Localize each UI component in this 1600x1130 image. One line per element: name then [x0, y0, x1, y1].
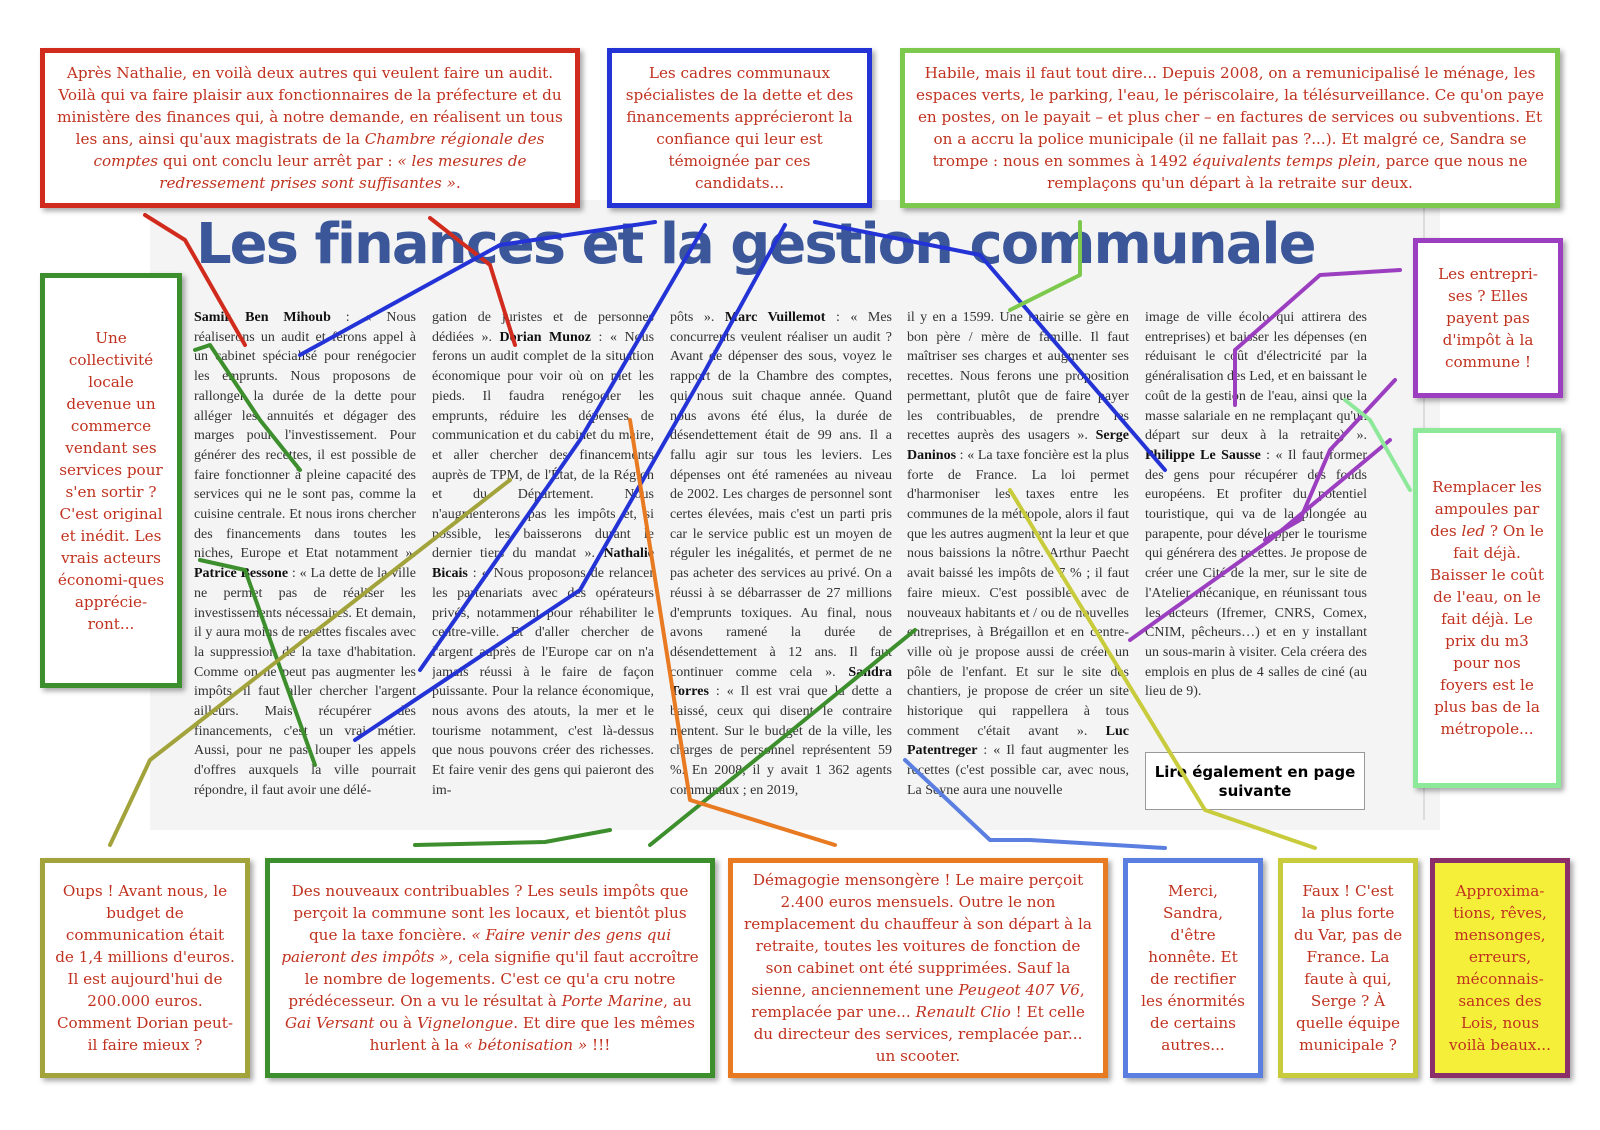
- comment-contribuables: Des nouveaux contribuables ? Les seuls impôts que perçoit la commune sont les locaux, et bientôt plus que la taxe foncière. « Faire venir des gens qui paieront des impôts », cela signifie qu'il faut accroître le nombre de logements. C'est ce qu'a cru notre prédécesseur. On a vu le résultat à Porte Marine, au Gai Versant ou à Vignelongue. Et dire que les mêmes hurlent à la « bétonisation » !!!: [265, 858, 715, 1078]
- connector-yellowgreen: [1010, 490, 1315, 848]
- comment-cadres: Les cadres communaux spécialistes de la dette et des financements apprécieront la confiance qui leur est témoignée par ces candidats...: [607, 48, 872, 208]
- article-column-3: pôts ». Marc Vuillemot : « Mes concurrents veulent réaliser un audit ? Avant de dépenser des sous, voyez le rapport de la Chambre des comptes, qui nous suit chaque année. Quand nous avons été élus, la durée de désendettement était de 99 ans. Il a fallu agir sur tous les leviers. Les dépenses ont été ramenées au niveau de 2002. Les charges de personnel sont certes élevées, mais c'est un parti pris car le service public est un moyen de réguler les inégalités, et permet de ne pas acheter des services au privé. On a réussi à se débarrasser de 27 millions d'emprunts toxiques. Au final, nous avons ramené la durée de désendettement à 12 ans. Il faut continuer comme cela ». Sandra Torres : « Il est vrai que la dette a baissé, ceux qui disent le contraire mentent. Sur le budget de la ville, les charges de personnel représentent 59 %. En 2008, il y avait 1 362 agents communaux ; en 2019,: [670, 310, 892, 798]
- comment-audit: Après Nathalie, en voilà deux autres qui veulent faire un audit. Voilà qui va faire plaisir aux fonctionnaires de la préfecture et du ministère des finances qui, à notre demande, en réalisent un tous les ans, ainsi qu'aux magistrats de la Chambre régionale des comptes qui ont conclu leur arrêt par : « les mesures de redressement prises sont suffisantes ».: [40, 48, 580, 208]
- connector-purple-2: [1265, 380, 1395, 540]
- connector-purple-1: [1235, 270, 1400, 405]
- comment-oups: Oups ! Avant nous, le budget de communication était de 1,4 millions d'euros. Il est aujourd'hui de 200.000 euros. Comment Dorian peut-il faire mieux ?: [40, 858, 250, 1078]
- connector-darkgreen-4: [650, 630, 915, 845]
- article-headline: Les finances et la gestion communale: [196, 212, 1315, 277]
- article-column-1: Samir Ben Mihoub : « Nous réaliserons un audit et ferons appel à un cabinet spécialisé pour renégocier les emprunts. Nous proposons de rallonger la durée de la dette pour alléger les annuités et dégager des marges pour l'investissement. Pour générer des recettes, il est possible de faire fonctionner à pleine capacité des services qui ne le sont pas, comme la cuisine centrale. Et nous irons chercher des financements dans toutes les niches, Europe et Etat notamment ». Patrice Bessone : « La dette de la ville ne permet pas de réaliser les investissements nécessaires. Et demain, il y aura moins de recettes fiscales avec la suppression de la taxe d'habitation. Comme on ne peut pas augmenter les impôts, il faut aller chercher l'argent ailleurs. Mais récupérer des financements, c'est un vrai métier. Aussi, pour ne pas louper les appels d'offres auxquels la ville pourrait répondre, il faut avoir une délé-: [194, 310, 416, 798]
- connector-purple-3: [1130, 440, 1390, 640]
- article-column-5: image de ville écolo qui attirera des entreprises) et baisser les dépenses (en réduisant le coût d'électricité par la généralisation des Led, et en baissant le coût de la gestion de l'eau, ainsi que la masse salariale en ne remplaçant qu'un départ sur deux à la retraite) ». Philippe Le Sausse : « Il faut former des gens pour récupérer des fonds européens. Et profiter du potentiel touristique, qui va de la plongée au parapente, pour développer le tourisme qui générera des recettes. Je propose de créer une Cité de la mer, sur le site de l'Atelier mécanique, en réunissant tous les acteurs (Ifremer, CNRS, Comex, CNIM, pêcheurs…) et en y installant un sous-marin à visiter. Cela créera des emplois en plus de 4 salles de ciné (au lieu de 9).: [1145, 310, 1367, 700]
- article-column-4: il y en a 1599. Une mairie se gère en bon père / mère de famille. Il faut maîtriser ses charges et augmenter ses recettes. Nous ferons une proposition permettant, plutôt que de faire payer les contribuables, de prendre les recettes auprès des usagers ». Serge Daninos : « La taxe foncière est la plus forte de France. La loi permet d'harmoniser les taxes entre les communes de la métropole, alors il faut que les autres augmentent la leur et que nous baissions la nôtre. Arthur Paecht avait baissé les impôts de 7 % ; il faut faire mieux. C'est possible avec de nouveaux habitants et / ou de nouvelles entreprises, à Brégaillon et en centre-ville où je propose aussi de créer un pôle de l'enfant. Et sur le site des chantiers, je propose de créer un site historique qui rappellera à tous comment c'était avant ». Luc Patentreger : « Il faut augmenter les recettes (c'est possible car, avec nous, La Seyne aura une nouvelle: [907, 310, 1129, 798]
- comment-approx: Approxima-tions, rêves, mensonges, erreurs, méconnais-sances des Lois, nous voilà beaux...: [1430, 858, 1570, 1078]
- connector-darkgreen-1: [195, 345, 300, 470]
- comment-demagogie: Démagogie mensongère ! Le maire perçoit 2.400 euros mensuels. Outre le non remplacement du chauffeur à son départ à la retraite, toutes les voitures de fonction de son cabinet ont été supprimées. Sauf la sienne, anciennement une Peugeot 407 V6, remplacée par une... Renault Clio ! Et celle du directeur des services, remplacée par... un scooter.: [728, 858, 1108, 1078]
- comment-faux: Faux ! C'est la plus forte du Var, pas de France. La faute à qui, Serge ? À quelle équipe municipale ?: [1278, 858, 1418, 1078]
- connector-blue-1: [300, 222, 655, 355]
- connector-blue-3: [355, 225, 785, 740]
- connector-lightgreen: [1010, 222, 1080, 310]
- connector-mint: [1345, 400, 1410, 490]
- article-column-2: gation de juristes et de personnes dédiées ». Dorian Munoz : « Nous ferons un audit complet de la situation économique pour voir où on met les pieds. Il faudra renégocier les emprunts, réduire les dépenses de communication et du cabinet du maire, et aller chercher des financements auprès de TPM, de l'État, de la Région et du Département. Nous n'augmenterons pas les impôts et, si possible, les baisserons durant le dernier tiers du mandat ». Nathalie Bicais : « Nous proposons de relancer les partenariats avec des opérateurs privés, notamment pour réhabiliter le centre-ville. Et d'aller chercher de l'argent auprès de l'Europe car on n'a jamais réussi à le faire de façon puissante. Pour la relance économique, nous avons des atouts, la mer et le tourisme notamment, c'est là-dessus que nous pouvons créer des richesses. Et faire venir des gens qui paieront des im-: [432, 310, 654, 798]
- comment-habile: Habile, mais il faut tout dire... Depuis 2008, on a remunicipalisé le ménage, les espaces verts, le parking, l'eau, le périscolaire, la télésurveillance. Ce qu'on paye en postes, on le payait – et plus cher – en factures de services ou subventions. Et on a accru la police municipale (il ne fallait pas ?...). Et malgré ce, Sandra se trompe : nous en sommes à 1492 équivalents temps plein, parce que nous ne remplaçons qu'un départ à la retraite sur deux.: [900, 48, 1560, 208]
- connector-darkgreen-2: [200, 560, 315, 765]
- connector-skyblue: [905, 760, 1165, 848]
- comment-collectivite: Une collectivité locale devenue un commerce vendant ses services pour s'en sortir ? C'est original et inédit. Les vrais acteurs économi-ques apprécie-ront...: [40, 273, 182, 688]
- comment-ampoules: Remplacer les ampoules par des led ? On le fait déjà. Baisser le coût de l'eau, on le fait déjà. Le prix du m3 pour nos foyers est le plus bas de la métropole...: [1413, 428, 1561, 788]
- connector-darkgreen-3: [415, 830, 610, 845]
- connector-orange: [630, 420, 835, 845]
- comment-entreprises: Les entrepri-ses ? Elles payent pas d'impôt à la commune !: [1413, 238, 1563, 398]
- comment-merci: Merci, Sandra, d'être honnête. Et de rectifier les énormités de certains autres...: [1123, 858, 1263, 1078]
- connector-blue-4: [815, 222, 1165, 470]
- connector-red-2: [430, 218, 515, 345]
- see-next-page-note: Lire également en page suivante: [1145, 752, 1365, 810]
